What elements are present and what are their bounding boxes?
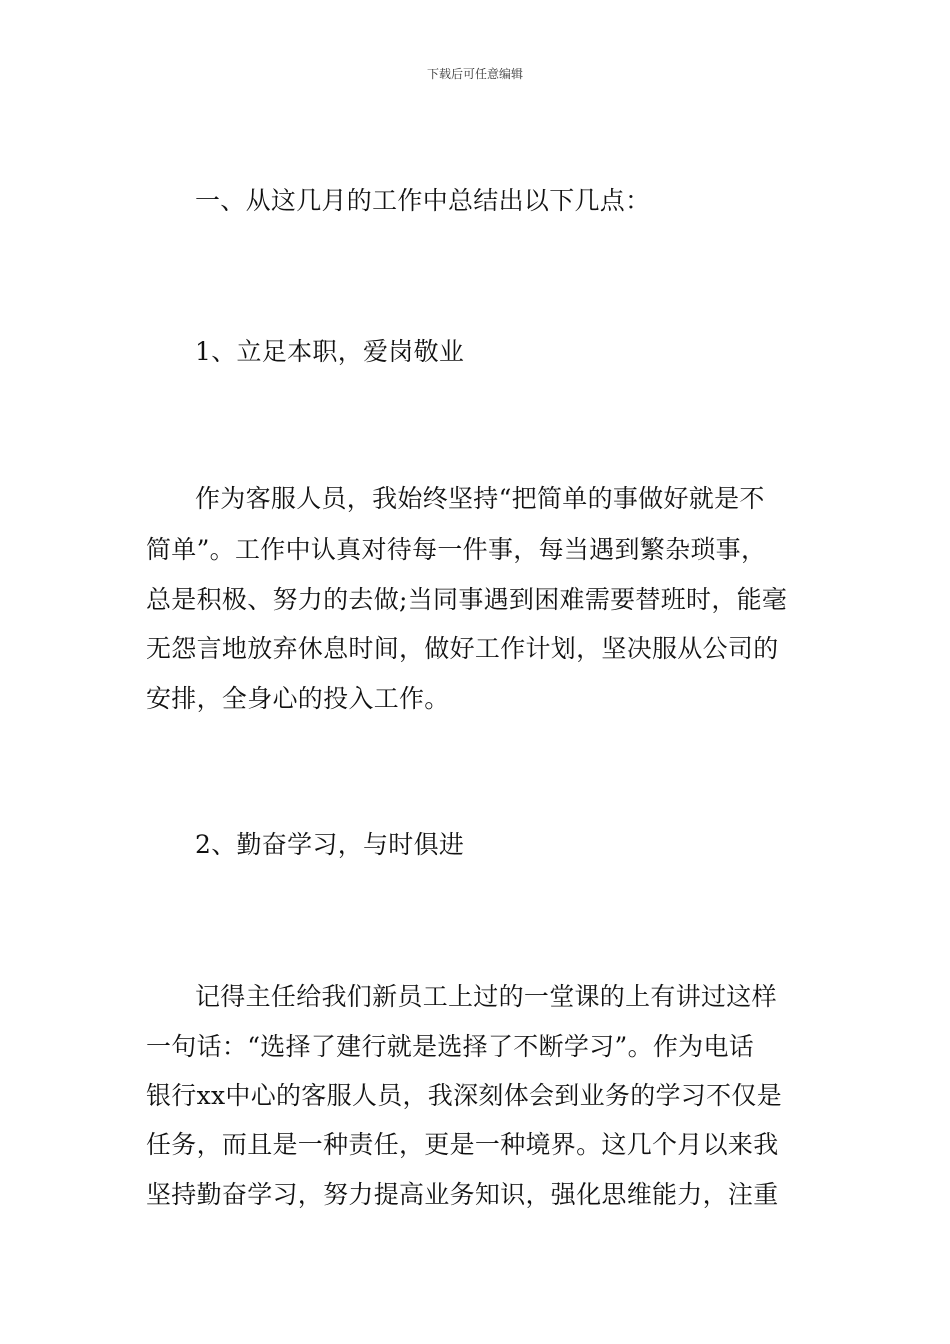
paragraph-line: 坚持勤奋学习，努力提高业务知识，强化思维能力，注重 [146,1180,779,1209]
section-title: 一、从这几月的工作中总结出以下几点： [195,186,651,215]
paragraph-line: 任务，而且是一种责任，更是一种境界。这几个月以来我 [146,1130,779,1159]
point2-heading: 2、勤奋学习，与时俱进 [195,830,465,859]
page-header: 下载后可任意编辑 [426,67,523,81]
paragraph-line: 无怨言地放弃休息时间，做好工作计划，坚决服从公司的 [146,634,779,663]
paragraph-line: 银行xx中心的客服人员，我深刻体会到业务的学习不仅是 [146,1081,783,1110]
point1-heading: 1、立足本职，爱岗敬业 [195,337,465,366]
paragraph-line: 记得主任给我们新员工上过的一堂课的上有讲过这样 [195,982,777,1011]
paragraph-line: 简单”。工作中认真对待每一件事，每当遇到繁杂琐事， [146,535,767,564]
paragraph-line: 作为客服人员，我始终坚持“把简单的事做好就是不 [195,484,765,513]
paragraph-line: 安排，全身心的投入工作。 [146,684,450,713]
paragraph-line: 总是积极、努力的去做;当同事遇到困难需要替班时，能毫 [146,585,788,614]
paragraph-line: 一句话：“选择了建行就是选择了不断学习”。作为电话 [146,1032,755,1061]
